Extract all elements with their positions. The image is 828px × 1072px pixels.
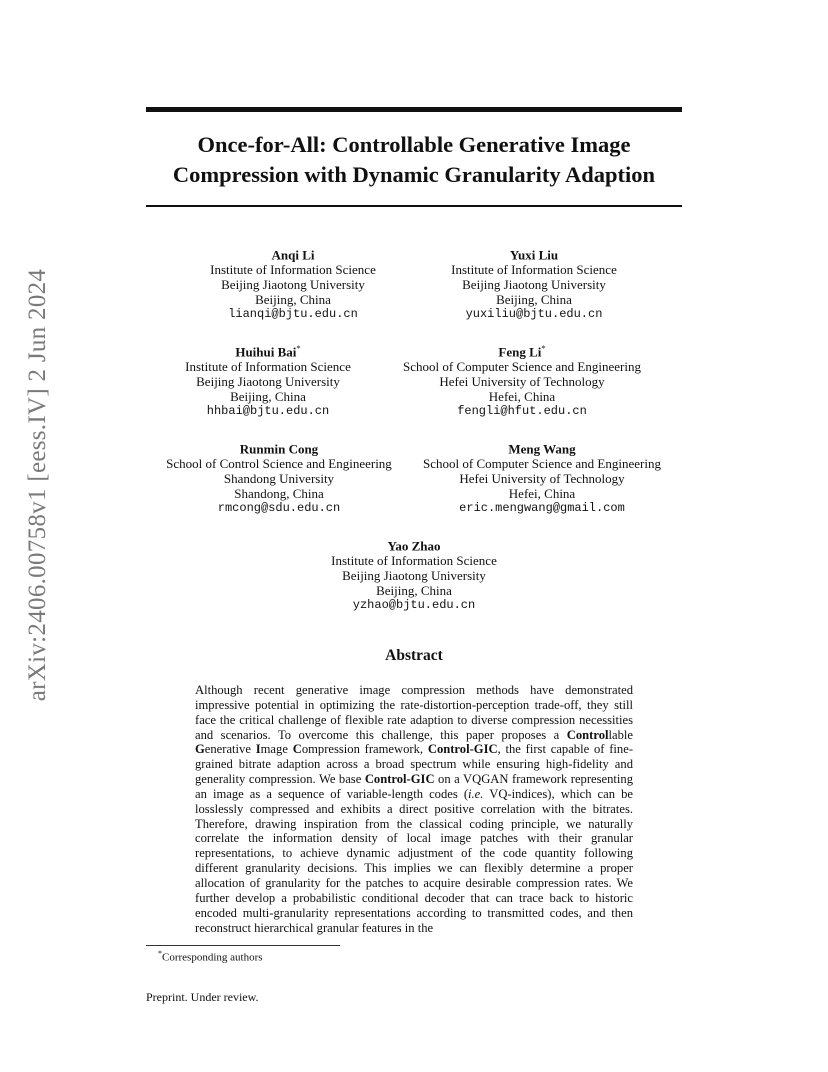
author-block	[139, 438, 419, 516]
arxiv-sidebar	[20, 268, 56, 702]
author-institution: Hefei University of Technology	[459, 471, 625, 487]
abstract-text: Although recent generative image compression methods have demonstrated impressive potential in optimizing the rate-distortion-perception trade-off, they still face the critical challenge of flexible rate adaption to diverse compression necessities and scenarios. To overcome this challenge, this paper proposes a Controllable Generative Image Compression framework, Control-GIC, the first capable of fine-grained bitrate adaption across a broad spectrum while ensuring high-fidelity and generality compression. We base Control-GIC on a VQGAN framework representing an image as a sequence of variable-length codes (i.e. VQ-indices), which can be losslessly compressed and exhibits a direct positive correlation with the bitrates. Therefore, drawing inspiration from the classical coding principle, we naturally correlate the information density of local image patches with their granular representations, to achieve dynamic adjustment of the code quantity following different granularity decisions. This implies we can flexibly determine a proper allocation of granularity for the patches to acquire desirable compression rates. We further develop a probabilistic conditional decoder that can trace back to historic encoded multi-granularity representations according to transmitted codes, and then reconstruct hierarchical granular features in the	[195, 683, 634, 935]
title-line-2: Compression with Dynamic Granularity Adaption	[172, 162, 656, 187]
author-name: Runmin Cong	[239, 441, 319, 457]
author-block	[153, 244, 433, 322]
author-name: Yao Zhao	[387, 538, 441, 554]
author-name: Huihui Bai*	[235, 343, 301, 360]
author-email: yzhao@bjtu.edu.cn	[352, 598, 476, 613]
author-location: Beijing, China	[376, 583, 452, 599]
arxiv-identifier: arXiv:2406.00758v1 [eess.IV] 2 Jun 2024	[24, 268, 52, 702]
author-location: Hefei, China	[488, 389, 556, 405]
author-name: Anqi Li	[271, 247, 315, 263]
abstract-heading: Abstract	[385, 647, 443, 664]
footnote: *Corresponding authors	[158, 949, 263, 964]
author-location: Hefei, China	[508, 486, 576, 502]
author-name: Feng Li*	[498, 343, 546, 360]
preprint-notice: Preprint. Under review.	[146, 990, 259, 1004]
author-institution: Hefei University of Technology	[439, 374, 605, 390]
author-name: Yuxi Liu	[509, 247, 559, 263]
title-bottom-rule	[146, 205, 682, 207]
author-institution: Beijing Jiaotong University	[462, 277, 606, 293]
author-location: Beijing, China	[496, 292, 572, 308]
author-email: rmcong@sdu.edu.cn	[217, 501, 341, 516]
paper-title	[146, 130, 682, 190]
author-block	[402, 438, 682, 516]
footnote-rule	[146, 945, 340, 946]
author-email: yuxiliu@bjtu.edu.cn	[465, 307, 603, 322]
author-location: Beijing, China	[255, 292, 331, 308]
title-line-1: Once-for-All: Controllable Generative Image	[197, 132, 631, 157]
author-email: hhbai@bjtu.edu.cn	[206, 404, 330, 419]
author-affiliation: Institute of Information Science	[331, 553, 497, 569]
author-institution: Beijing Jiaotong University	[342, 568, 486, 584]
author-affiliation: School of Computer Science and Engineering	[423, 456, 661, 472]
author-block	[382, 341, 662, 419]
author-affiliation: Institute of Information Science	[210, 262, 376, 278]
author-affiliation: School of Control Science and Engineering	[166, 456, 392, 472]
author-institution: Beijing Jiaotong University	[196, 374, 340, 390]
author-name: Meng Wang	[508, 441, 576, 457]
author-affiliation: Institute of Information Science	[185, 359, 351, 375]
author-affiliation: Institute of Information Science	[451, 262, 617, 278]
author-email: lianqi@bjtu.edu.cn	[228, 307, 358, 322]
author-institution: Beijing Jiaotong University	[221, 277, 365, 293]
title-top-rule	[146, 107, 682, 112]
author-email: eric.mengwang@gmail.com	[459, 501, 625, 516]
author-email: fengli@hfut.edu.cn	[457, 404, 587, 419]
author-location: Beijing, China	[230, 389, 306, 405]
author-institution: Shandong University	[223, 471, 335, 487]
author-block	[274, 535, 554, 613]
author-affiliation: School of Computer Science and Engineering	[403, 359, 641, 375]
author-block	[394, 244, 674, 322]
author-block	[128, 341, 408, 419]
author-location: Shandong, China	[234, 486, 324, 502]
